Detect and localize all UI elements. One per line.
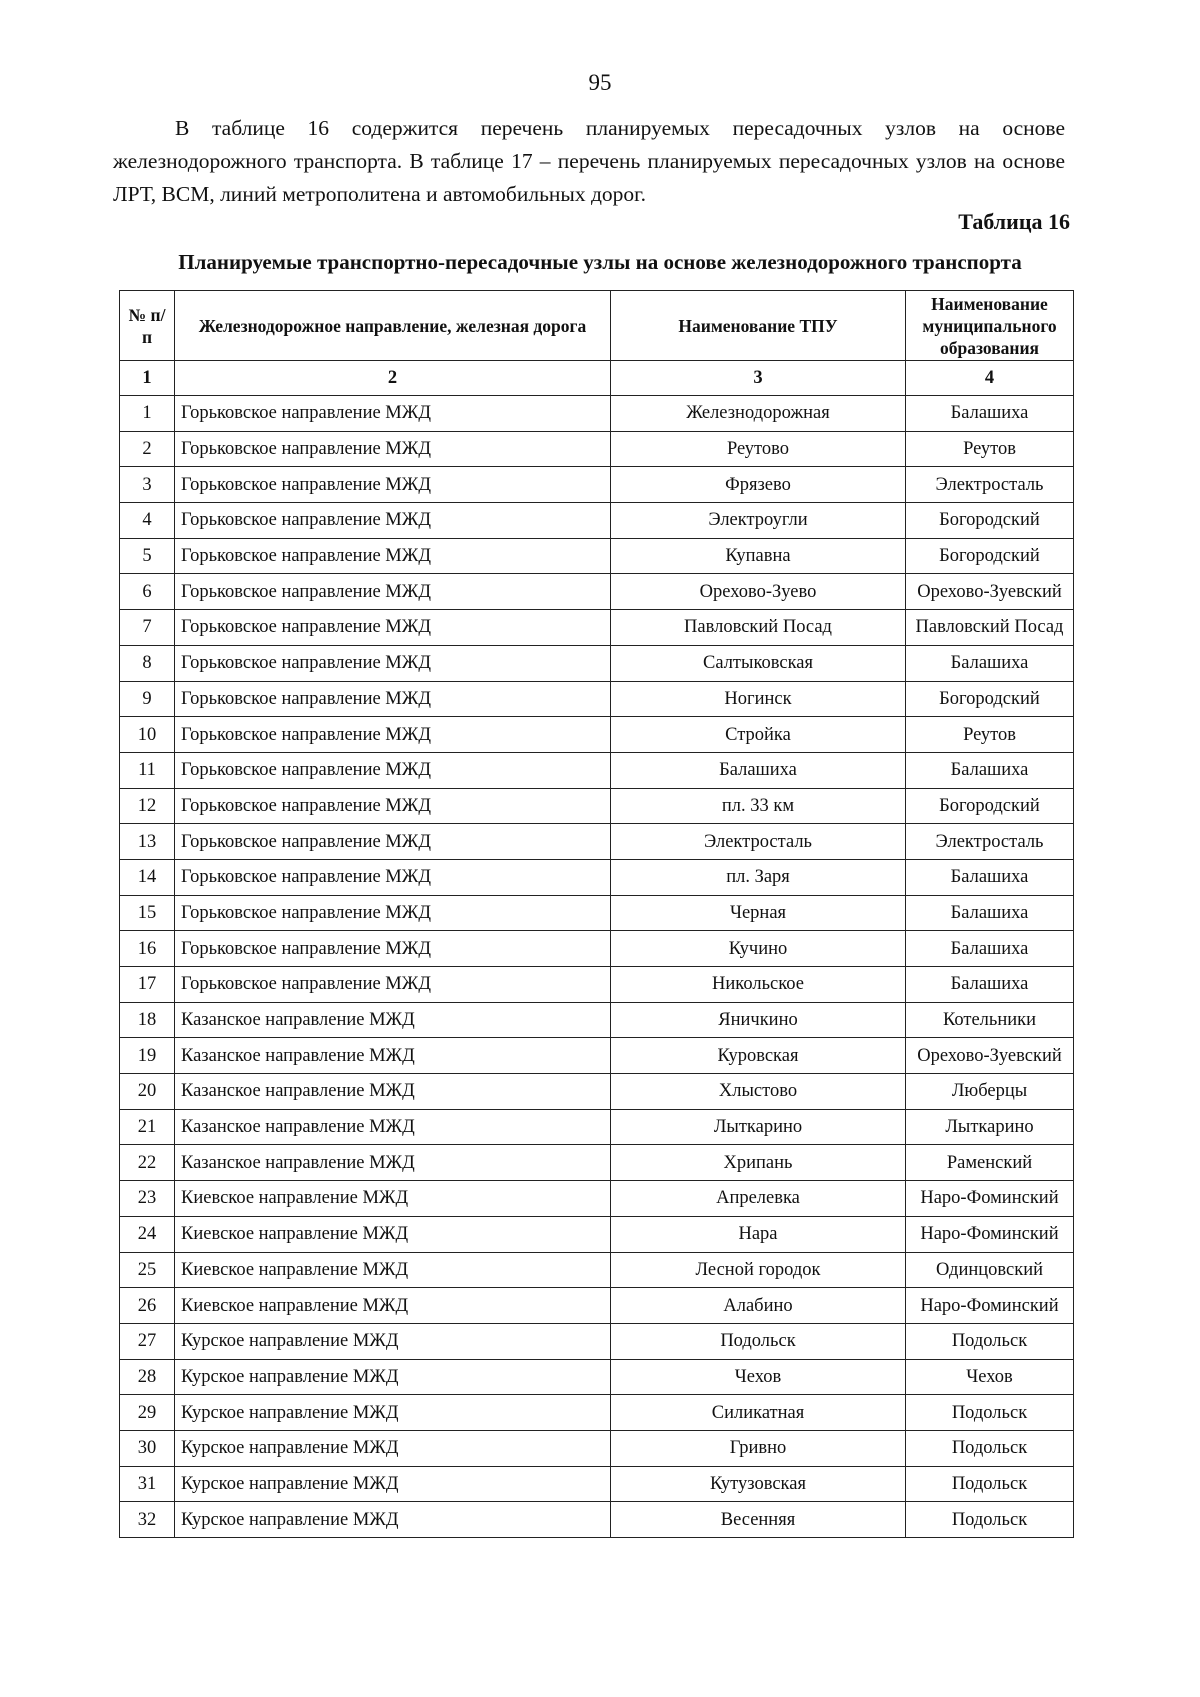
row-direction: Горьковское направление МЖД <box>175 859 611 895</box>
row-municipality: Богородский <box>906 538 1074 574</box>
row-number: 21 <box>120 1109 175 1145</box>
row-number: 27 <box>120 1323 175 1359</box>
row-tpu-name: Алабино <box>611 1288 906 1324</box>
row-tpu-name: Лыткарино <box>611 1109 906 1145</box>
row-direction: Курское направление МЖД <box>175 1323 611 1359</box>
row-direction: Горьковское направление МЖД <box>175 824 611 860</box>
intro-paragraph <box>113 112 1065 211</box>
row-number: 15 <box>120 895 175 931</box>
table-row <box>120 1002 1074 1038</box>
row-tpu-name: Салтыковская <box>611 645 906 681</box>
row-direction: Горьковское направление МЖД <box>175 538 611 574</box>
row-number: 1 <box>120 396 175 432</box>
row-number: 23 <box>120 1181 175 1217</box>
row-municipality: Подольск <box>906 1395 1074 1431</box>
row-municipality: Богородский <box>906 788 1074 824</box>
row-tpu-name: Нара <box>611 1216 906 1252</box>
column-number: 4 <box>906 361 1074 396</box>
table-row <box>120 752 1074 788</box>
row-municipality: Наро-Фоминский <box>906 1216 1074 1252</box>
row-direction: Киевское направление МЖД <box>175 1252 611 1288</box>
row-tpu-name: Павловский Посад <box>611 610 906 646</box>
row-number: 4 <box>120 503 175 539</box>
table-row <box>120 1359 1074 1395</box>
row-number: 30 <box>120 1430 175 1466</box>
table-row <box>120 1395 1074 1431</box>
row-municipality: Орехово-Зуевский <box>906 1038 1074 1074</box>
row-municipality: Богородский <box>906 503 1074 539</box>
row-number: 11 <box>120 752 175 788</box>
row-municipality: Наро-Фоминский <box>906 1288 1074 1324</box>
row-tpu-name: Кучино <box>611 931 906 967</box>
row-number: 24 <box>120 1216 175 1252</box>
table-header-row <box>120 291 1074 361</box>
row-direction: Курское направление МЖД <box>175 1502 611 1538</box>
row-municipality: Балашиха <box>906 752 1074 788</box>
column-number: 1 <box>120 361 175 396</box>
row-number: 14 <box>120 859 175 895</box>
row-direction: Киевское направление МЖД <box>175 1181 611 1217</box>
row-tpu-name: Фрязево <box>611 467 906 503</box>
row-direction: Горьковское направление МЖД <box>175 931 611 967</box>
row-tpu-name: Реутово <box>611 431 906 467</box>
table-row <box>120 503 1074 539</box>
row-number: 5 <box>120 538 175 574</box>
row-municipality: Подольск <box>906 1502 1074 1538</box>
row-direction: Киевское направление МЖД <box>175 1216 611 1252</box>
table-row <box>120 824 1074 860</box>
row-tpu-name: Яничкино <box>611 1002 906 1038</box>
row-tpu-name: Подольск <box>611 1323 906 1359</box>
row-municipality: Лыткарино <box>906 1109 1074 1145</box>
column-number: 2 <box>175 361 611 396</box>
row-direction: Горьковское направление МЖД <box>175 681 611 717</box>
row-number: 28 <box>120 1359 175 1395</box>
table-row <box>120 967 1074 1003</box>
row-direction: Казанское направление МЖД <box>175 1074 611 1110</box>
row-municipality: Балашиха <box>906 895 1074 931</box>
column-number-row <box>120 361 1074 396</box>
row-direction: Казанское направление МЖД <box>175 1145 611 1181</box>
row-municipality: Реутов <box>906 717 1074 753</box>
table-row <box>120 717 1074 753</box>
row-municipality: Павловский Посад <box>906 610 1074 646</box>
row-number: 19 <box>120 1038 175 1074</box>
table-row <box>120 931 1074 967</box>
table-row <box>120 1038 1074 1074</box>
table-row <box>120 1323 1074 1359</box>
row-number: 26 <box>120 1288 175 1324</box>
table-row <box>120 1074 1074 1110</box>
row-number: 29 <box>120 1395 175 1431</box>
row-municipality: Наро-Фоминский <box>906 1181 1074 1217</box>
row-direction: Киевское направление МЖД <box>175 1288 611 1324</box>
row-direction: Горьковское направление МЖД <box>175 752 611 788</box>
table-row <box>120 1216 1074 1252</box>
row-municipality: Раменский <box>906 1145 1074 1181</box>
row-tpu-name: Орехово-Зуево <box>611 574 906 610</box>
row-tpu-name: Черная <box>611 895 906 931</box>
table-row <box>120 681 1074 717</box>
row-number: 17 <box>120 967 175 1003</box>
row-tpu-name: Железнодорожная <box>611 396 906 432</box>
row-number: 22 <box>120 1145 175 1181</box>
row-tpu-name: Гривно <box>611 1430 906 1466</box>
row-tpu-name: Куровская <box>611 1038 906 1074</box>
row-municipality: Котельники <box>906 1002 1074 1038</box>
table-row <box>120 1252 1074 1288</box>
table-row <box>120 610 1074 646</box>
row-municipality: Балашиха <box>906 396 1074 432</box>
row-number: 8 <box>120 645 175 681</box>
row-number: 31 <box>120 1466 175 1502</box>
row-direction: Курское направление МЖД <box>175 1359 611 1395</box>
header-number: № п/п <box>120 291 175 361</box>
row-direction: Горьковское направление МЖД <box>175 396 611 432</box>
table-title: Планируемые транспортно-пересадочные узлы на основе железнодорожного транспорта <box>178 250 1022 274</box>
row-municipality: Балашиха <box>906 931 1074 967</box>
row-direction: Казанское направление МЖД <box>175 1038 611 1074</box>
table-label: Таблица 16 <box>958 209 1070 234</box>
row-number: 3 <box>120 467 175 503</box>
row-tpu-name: пл. Заря <box>611 859 906 895</box>
table-row <box>120 574 1074 610</box>
tpu-table <box>119 290 1074 1538</box>
header-municipality: Наименование муниципального образования <box>906 291 1074 361</box>
row-municipality: Балашиха <box>906 645 1074 681</box>
table-row <box>120 1145 1074 1181</box>
table-row <box>120 1109 1074 1145</box>
row-direction: Горьковское направление МЖД <box>175 574 611 610</box>
row-municipality: Чехов <box>906 1359 1074 1395</box>
table-body <box>120 396 1074 1538</box>
row-number: 12 <box>120 788 175 824</box>
row-direction: Казанское направление МЖД <box>175 1109 611 1145</box>
table-row <box>120 431 1074 467</box>
row-direction: Горьковское направление МЖД <box>175 610 611 646</box>
table-row <box>120 1430 1074 1466</box>
row-number: 10 <box>120 717 175 753</box>
row-tpu-name: Балашиха <box>611 752 906 788</box>
intro-text: В таблице 16 содержится перечень планируемых пересадочных узлов на основе железнодорожного транспорта. В таблице 17 – перечень планируемых пересадочных узлов на основе ЛРТ, ВСМ, линий метрополитена и автомобильных дорог. <box>113 116 1065 206</box>
row-municipality: Люберцы <box>906 1074 1074 1110</box>
header-direction: Железнодорожное направление, железная дорога <box>175 291 611 361</box>
row-tpu-name: Хрипань <box>611 1145 906 1181</box>
row-direction: Курское направление МЖД <box>175 1430 611 1466</box>
row-number: 32 <box>120 1502 175 1538</box>
row-direction: Курское направление МЖД <box>175 1466 611 1502</box>
table-row <box>120 538 1074 574</box>
row-tpu-name: Апрелевка <box>611 1181 906 1217</box>
row-number: 2 <box>120 431 175 467</box>
row-direction: Горьковское направление МЖД <box>175 717 611 753</box>
row-tpu-name: Электроугли <box>611 503 906 539</box>
header-tpu: Наименование ТПУ <box>611 291 906 361</box>
row-municipality: Электросталь <box>906 824 1074 860</box>
row-municipality: Подольск <box>906 1323 1074 1359</box>
row-tpu-name: пл. 33 км <box>611 788 906 824</box>
table-row <box>120 895 1074 931</box>
row-direction: Курское направление МЖД <box>175 1395 611 1431</box>
row-number: 20 <box>120 1074 175 1110</box>
row-municipality: Подольск <box>906 1466 1074 1502</box>
row-direction: Горьковское направление МЖД <box>175 467 611 503</box>
table-row <box>120 396 1074 432</box>
row-municipality: Балашиха <box>906 859 1074 895</box>
row-tpu-name: Лесной городок <box>611 1252 906 1288</box>
row-direction: Горьковское направление МЖД <box>175 645 611 681</box>
row-tpu-name: Хлыстово <box>611 1074 906 1110</box>
table-row <box>120 1466 1074 1502</box>
row-direction: Горьковское направление МЖД <box>175 788 611 824</box>
table-row <box>120 645 1074 681</box>
row-tpu-name: Кутузовская <box>611 1466 906 1502</box>
page-number: 95 <box>588 70 612 95</box>
table-row <box>120 467 1074 503</box>
row-tpu-name: Весенняя <box>611 1502 906 1538</box>
row-number: 25 <box>120 1252 175 1288</box>
row-tpu-name: Ногинск <box>611 681 906 717</box>
table-row <box>120 788 1074 824</box>
column-number: 3 <box>611 361 906 396</box>
row-municipality: Одинцовский <box>906 1252 1074 1288</box>
row-tpu-name: Стройка <box>611 717 906 753</box>
row-direction: Горьковское направление МЖД <box>175 895 611 931</box>
row-municipality: Орехово-Зуевский <box>906 574 1074 610</box>
row-municipality: Реутов <box>906 431 1074 467</box>
table-row <box>120 1502 1074 1538</box>
row-municipality: Подольск <box>906 1430 1074 1466</box>
table-row <box>120 859 1074 895</box>
table-row <box>120 1181 1074 1217</box>
row-direction: Горьковское направление МЖД <box>175 503 611 539</box>
row-direction: Горьковское направление МЖД <box>175 967 611 1003</box>
row-number: 6 <box>120 574 175 610</box>
row-tpu-name: Купавна <box>611 538 906 574</box>
row-tpu-name: Чехов <box>611 1359 906 1395</box>
row-municipality: Богородский <box>906 681 1074 717</box>
row-tpu-name: Силикатная <box>611 1395 906 1431</box>
row-tpu-name: Электросталь <box>611 824 906 860</box>
row-direction: Казанское направление МЖД <box>175 1002 611 1038</box>
table-row <box>120 1288 1074 1324</box>
row-number: 13 <box>120 824 175 860</box>
row-number: 7 <box>120 610 175 646</box>
row-municipality: Балашиха <box>906 967 1074 1003</box>
row-number: 18 <box>120 1002 175 1038</box>
row-tpu-name: Никольское <box>611 967 906 1003</box>
row-direction: Горьковское направление МЖД <box>175 431 611 467</box>
row-number: 16 <box>120 931 175 967</box>
row-number: 9 <box>120 681 175 717</box>
row-municipality: Электросталь <box>906 467 1074 503</box>
